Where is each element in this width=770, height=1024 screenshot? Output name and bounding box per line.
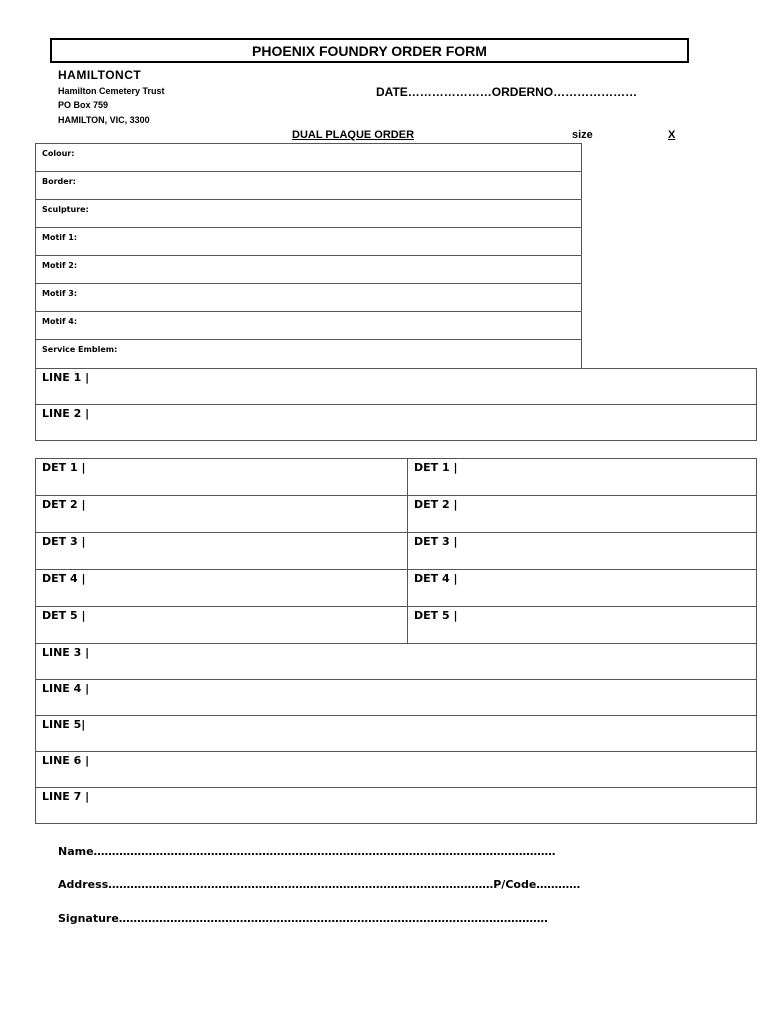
line-label: LINE 3 | [42, 646, 90, 659]
detail-row-motif-3[interactable] [36, 284, 581, 312]
detail-label: Border: [42, 177, 76, 186]
size-label: size [572, 129, 593, 141]
date-orderno-field[interactable]: DATE…………………ORDERNO………………… [376, 85, 638, 99]
detail-label: Sculpture: [42, 205, 89, 214]
line-row-6[interactable] [36, 752, 756, 788]
det-cell-left[interactable] [36, 533, 408, 569]
det-cell-right[interactable] [408, 459, 756, 495]
name-field[interactable]: Name……………………………………………………………………………………………………………… [58, 845, 556, 858]
det-row-2 [36, 496, 756, 533]
det-lines-table [35, 458, 757, 824]
detail-row-sculpture[interactable] [36, 200, 581, 228]
det-cell-left[interactable] [36, 459, 408, 495]
line-row-2[interactable] [36, 405, 756, 441]
det-cell-left[interactable] [36, 607, 408, 643]
detail-row-border[interactable] [36, 172, 581, 200]
line-row-3[interactable] [36, 644, 756, 680]
line-row-4[interactable] [36, 680, 756, 716]
det-label: DET 3 | [414, 535, 458, 548]
line-label: LINE 6 | [42, 754, 90, 767]
line-label: LINE 4 | [42, 682, 90, 695]
top-lines-table [35, 368, 757, 441]
det-cell-left[interactable] [36, 570, 408, 606]
line-label: LINE 5| [42, 718, 86, 731]
det-cell-right[interactable] [408, 533, 756, 569]
line-row-5[interactable] [36, 716, 756, 752]
det-label: DET 1 | [414, 461, 458, 474]
line-row-7[interactable] [36, 788, 756, 824]
form-title: PHOENIX FOUNDRY ORDER FORM [50, 38, 689, 63]
detail-row-motif-4[interactable] [36, 312, 581, 340]
org-name: HAMILTONCT [58, 68, 142, 82]
detail-row-colour[interactable] [36, 144, 581, 172]
detail-label: Colour: [42, 149, 75, 158]
detail-row-motif-1[interactable] [36, 228, 581, 256]
det-cell-right[interactable] [408, 496, 756, 532]
address-line-2: PO Box 759 [58, 100, 109, 110]
det-cell-right[interactable] [408, 607, 756, 643]
det-label: DET 5 | [42, 609, 86, 622]
det-label: DET 2 | [414, 498, 458, 511]
line-row-1[interactable] [36, 369, 756, 405]
address-line-3: HAMILTON, VIC, 3300 [58, 115, 150, 125]
det-label: DET 4 | [42, 572, 86, 585]
size-x: X [668, 129, 676, 141]
subheading: DUAL PLAQUE ORDER [292, 129, 415, 141]
line-label: LINE 1 | [42, 371, 90, 384]
det-cell-right[interactable] [408, 570, 756, 606]
det-label: DET 1 | [42, 461, 86, 474]
det-row-5 [36, 607, 756, 644]
detail-label: Motif 3: [42, 289, 78, 298]
detail-row-service-emblem[interactable] [36, 340, 581, 368]
det-label: DET 5 | [414, 609, 458, 622]
address-line-1: Hamilton Cemetery Trust [58, 86, 165, 96]
line-label: LINE 7 | [42, 790, 90, 803]
detail-label: Service Emblem: [42, 345, 118, 354]
det-label: DET 4 | [414, 572, 458, 585]
det-row-3 [36, 533, 756, 570]
det-row-4 [36, 570, 756, 607]
signature-field[interactable]: Signature……………………………………………………………………………………………………… [58, 912, 548, 925]
address-field[interactable]: Address……………………………………………………………………………………………P/Code………… [58, 878, 581, 891]
details-table [35, 143, 582, 369]
line-label: LINE 2 | [42, 407, 90, 420]
det-label: DET 3 | [42, 535, 86, 548]
det-label: DET 2 | [42, 498, 86, 511]
detail-label: Motif 1: [42, 233, 78, 242]
detail-label: Motif 2: [42, 261, 78, 270]
detail-row-motif-2[interactable] [36, 256, 581, 284]
detail-label: Motif 4: [42, 317, 78, 326]
det-cell-left[interactable] [36, 496, 408, 532]
det-row-1 [36, 459, 756, 496]
